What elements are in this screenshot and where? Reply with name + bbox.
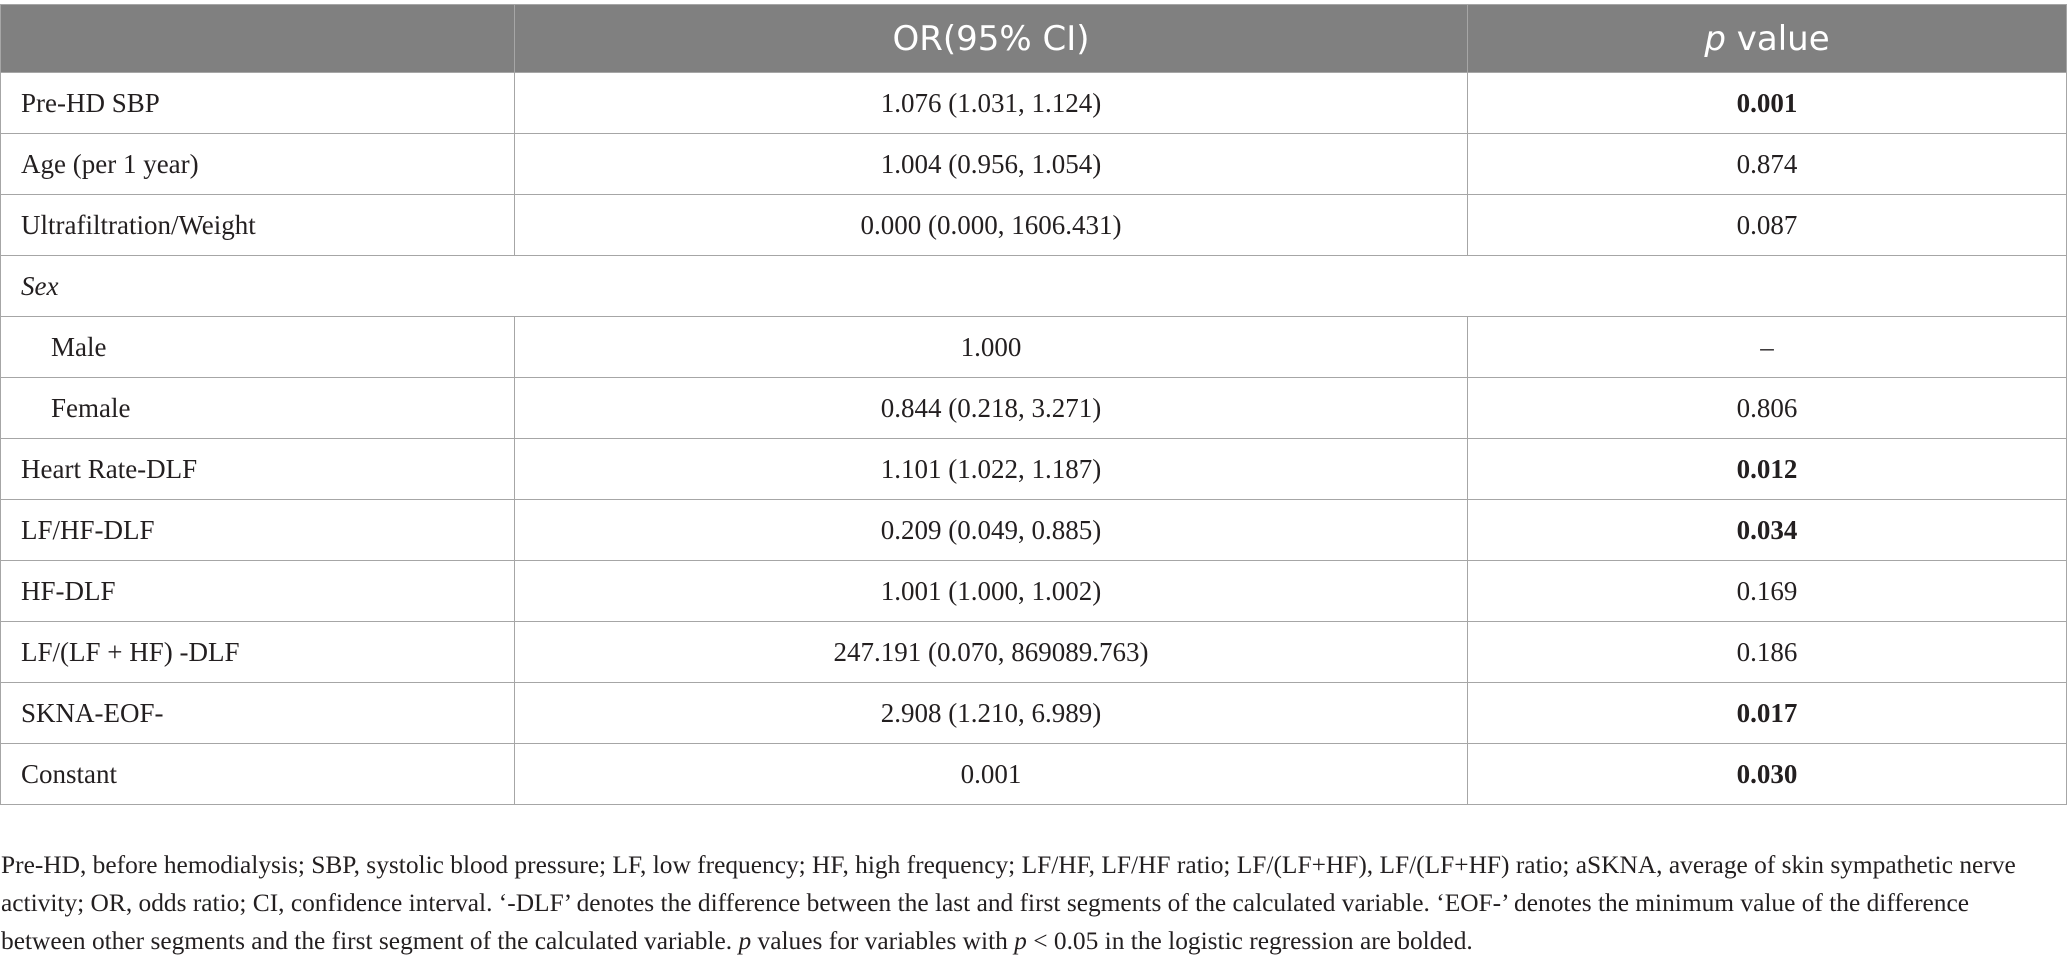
table-footnote xyxy=(1,846,2056,960)
row-or: 1.004 (0.956, 1.054) xyxy=(515,134,1468,195)
row-p: 0.169 xyxy=(1468,561,2067,622)
table-row xyxy=(1,439,2067,500)
row-p: 0.001 xyxy=(1468,73,2067,134)
table-row xyxy=(1,683,2067,744)
header-row xyxy=(1,5,2067,73)
row-p: 0.874 xyxy=(1468,134,2067,195)
table-row xyxy=(1,317,2067,378)
header-p-italic: p xyxy=(1704,18,1726,59)
footnote-p-italic-1: p xyxy=(738,927,752,955)
table-row xyxy=(1,561,2067,622)
row-or: 247.191 (0.070, 869089.763) xyxy=(515,622,1468,683)
row-label: LF/HF-DLF xyxy=(1,500,515,561)
row-label: Male xyxy=(1,317,515,378)
row-or: 1.000 xyxy=(515,317,1468,378)
footnote-text-3: < 0.05 in the logistic regression are bolded. xyxy=(1026,927,1473,955)
table-row xyxy=(1,134,2067,195)
header-variable xyxy=(1,5,515,73)
footnote-text-2: values for variables with xyxy=(751,927,1015,955)
row-label: SKNA-EOF- xyxy=(1,683,515,744)
row-p: 0.806 xyxy=(1468,378,2067,439)
header-p-rest: value xyxy=(1725,18,1830,59)
row-label: HF-DLF xyxy=(1,561,515,622)
table-row xyxy=(1,622,2067,683)
row-or: 1.101 (1.022, 1.187) xyxy=(515,439,1468,500)
table-row xyxy=(1,378,2067,439)
row-label: Ultrafiltration/Weight xyxy=(1,195,515,256)
table-row xyxy=(1,500,2067,561)
results-table xyxy=(0,4,2067,805)
row-label: Constant xyxy=(1,744,515,805)
row-or: 0.844 (0.218, 3.271) xyxy=(515,378,1468,439)
header-or-ci: OR(95% CI) xyxy=(515,5,1468,73)
row-label: Female xyxy=(1,378,515,439)
row-label: Pre-HD SBP xyxy=(1,73,515,134)
table-row xyxy=(1,195,2067,256)
row-label: Age (per 1 year) xyxy=(1,134,515,195)
row-or: 0.209 (0.049, 0.885) xyxy=(515,500,1468,561)
header-p-value xyxy=(1468,5,2067,73)
row-p: 0.012 xyxy=(1468,439,2067,500)
table-row xyxy=(1,73,2067,134)
table-row xyxy=(1,744,2067,805)
row-p: 0.087 xyxy=(1468,195,2067,256)
row-or: 1.076 (1.031, 1.124) xyxy=(515,73,1468,134)
row-or: 0.001 xyxy=(515,744,1468,805)
row-p: 0.186 xyxy=(1468,622,2067,683)
section-row-sex xyxy=(1,256,2067,317)
section-label: Sex xyxy=(1,256,2067,317)
row-p: 0.034 xyxy=(1468,500,2067,561)
row-or: 2.908 (1.210, 6.989) xyxy=(515,683,1468,744)
row-label: LF/(LF + HF) -DLF xyxy=(1,622,515,683)
row-or: 1.001 (1.000, 1.002) xyxy=(515,561,1468,622)
footnote-text-1: Pre-HD, before hemodialysis; SBP, systolic blood pressure; LF, low frequency; HF, high frequency; LF/HF, LF/HF ratio; LF/(LF+HF), LF/(LF+HF) ratio; aSKNA, average of skin sympathetic nerve activity; OR, odds ratio; CI, confidence interval. ‘-DLF’ denotes the difference between the last and first segments of the calculated variable. ‘EOF-’ denotes the minimum value of the difference between other segments and the first segment of the calculated variable. xyxy=(1,851,2016,955)
footnote-p-italic-2: p xyxy=(1014,927,1027,955)
row-label: Heart Rate-DLF xyxy=(1,439,515,500)
row-p: – xyxy=(1468,317,2067,378)
row-p: 0.017 xyxy=(1468,683,2067,744)
row-or: 0.000 (0.000, 1606.431) xyxy=(515,195,1468,256)
row-p: 0.030 xyxy=(1468,744,2067,805)
